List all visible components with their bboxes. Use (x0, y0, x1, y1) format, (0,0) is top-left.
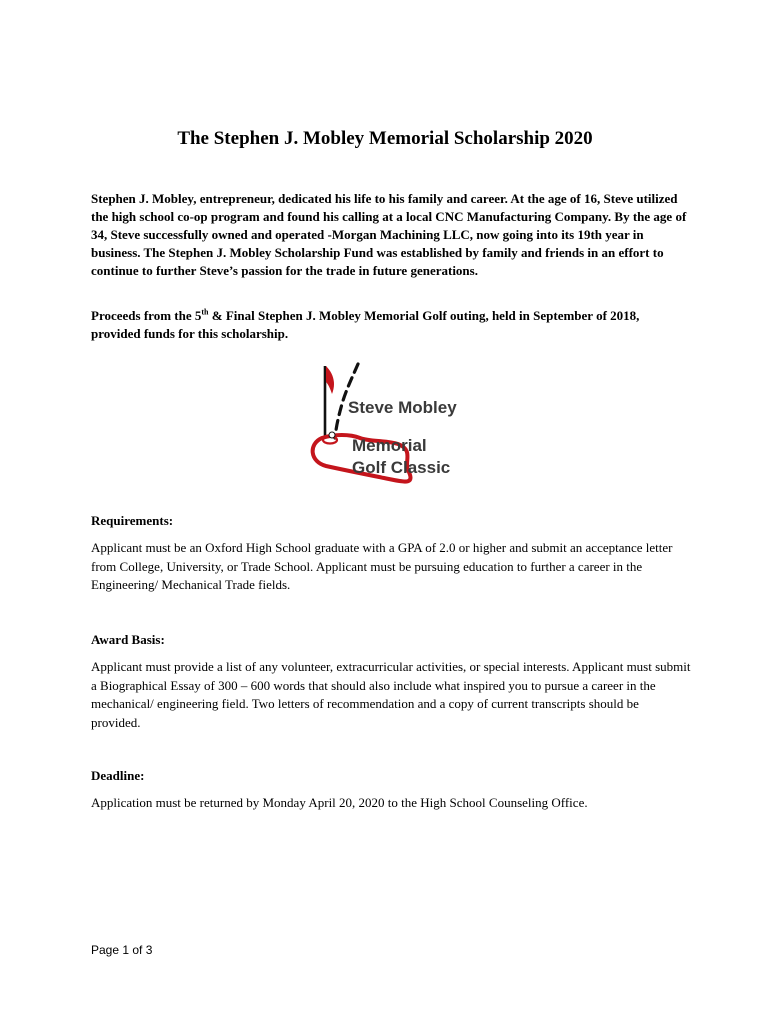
requirements-body: Applicant must be an Oxford High School graduate with a GPA of 2.0 or higher and submit an acceptance letter from College, University, or Trade School. Applicant must be pursuing education to further a career in the Engineering/ Mechanical Trade fields. (91, 540, 673, 592)
deadline-heading: Deadline: (91, 768, 145, 783)
requirements-heading: Requirements: (91, 513, 174, 528)
logo-line-3: Golf Classic (352, 458, 451, 477)
deadline-body: Application must be returned by Monday April 20, 2020 to the High School Counseling Office. (91, 795, 588, 810)
logo-line-1: Steve Mobley (348, 398, 457, 417)
proceeds-superscript: th (201, 307, 209, 317)
proceeds-paragraph (91, 307, 691, 343)
award-basis-heading: Award Basis: (91, 632, 165, 647)
logo-line-2: Memorial (352, 436, 427, 455)
award-basis-body: Applicant must provide a list of any volunteer, extracurricular activities, or special interests. Applicant must submit a Biographical Essay of 300 – 600 words that should also include what inspired you to pursue a career in the mechanical/ engineering field. Two letters of recommendation and a copy of current transcripts should be provided. (91, 659, 691, 730)
proceeds-text-before: Proceeds from the 5 (91, 308, 202, 323)
intro-paragraph: Stephen J. Mobley, entrepreneur, dedicated his life to his family and career. At the age of 16, Steve utilized the high school co-op program and found his calling at a local CNC Manufacturing Company. By the age of 34, Steve successfully owned and operated -Morgan Machining LLC, now going into its 19th year in business. The Stephen J. Mobley Scholarship Fund was established by family and friends in an effort to continue to further Steve’s passion for the trade in future generations. (91, 191, 687, 278)
proceeds-text-after: & Final Stephen J. Mobley Memorial Golf outing, held in September of 2018, provided funds for this scholarship. (91, 308, 640, 341)
golf-classic-logo (300, 358, 460, 498)
page-number: Page 1 of 3 (91, 943, 153, 957)
logo-ball (329, 432, 335, 438)
logo-flag (326, 366, 334, 394)
document-title: The Stephen J. Mobley Memorial Scholarship 2020 (177, 128, 593, 149)
